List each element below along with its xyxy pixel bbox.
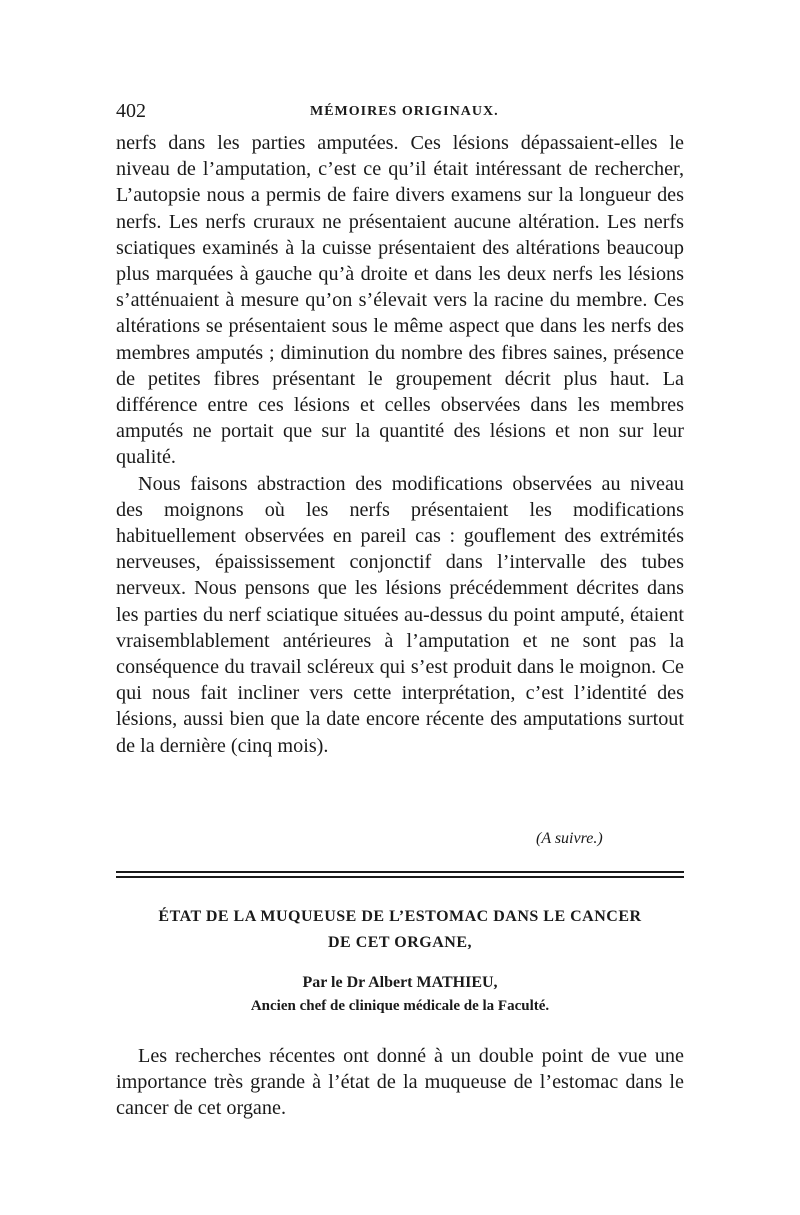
article-title-line-2: DE CET ORGANE, <box>327 934 473 951</box>
running-head <box>116 100 684 124</box>
author-byline: Par le Dr Albert MATHIEU, <box>302 974 498 991</box>
running-title: MÉMOIRES ORIGINAUX. <box>310 104 499 119</box>
section2-paragraph-1: Les recherches récentes ont donné à un double point de vue une importance très grande à l’état de la muqueuse de l’estomac dans le cancer de cet organe. <box>116 1045 684 1120</box>
section1-paragraph-2: Nous faisons abstraction des modifications observées au niveau des moignons où les nerfs présentaient les modifications habituellement observées en pareil cas : gouflement des extrémités nerveuses, épaississement conjonctif dans l’intervalle des tubes nerveux. Nous pensons que les lésions précédemment décrites dans les parties du nerf sciatique situées au-dessus du point amputé, étaient vraisemblablement antérieures à l’amputation et ne sont pas la conséquence du travail scléreux qui s’est produit dans le moignon. Ce qui nous fait incliner vers cette interprétation, c’est l’identité des lésions, aussi bien que la date encore récente des amputations surtout de la dernière (cinq mois). <box>116 472 684 757</box>
page-number: 402 <box>116 100 146 122</box>
section-divider-top <box>116 871 684 873</box>
section1-text <box>116 130 684 759</box>
section1-paragraph-1: nerfs dans les parties amputées. Ces lésions dépassaient-elles le niveau de l’amputation, c’est ce qu’il était intéressant de rechercher, L’autopsie nous a permis de faire divers examens sur la longueur des nerfs. Les nerfs cruraux ne présentaient aucune altération. Les nerfs sciatiques examinés à la cuisse présentaient des altérations beaucoup plus marquées à gauche qu’à droite et dans les deux nerfs les lésions s’atténuaient à mesure qu’on s’élevait vers la racine du membre. Ces altérations se présentaient sous le même aspect que dans les nerfs des membres amputés ; diminution du nombre des fibres saines, présence de petites fibres présentant le groupement décrit plus haut. La différence entre ces lésions et celles observées dans les membres amputés ne portait que sur la quantité des lésions et non sur leur qualité. <box>116 132 684 469</box>
author-affiliation: Ancien chef de clinique médicale de la Faculté. <box>250 998 550 1014</box>
section-divider-bottom <box>116 876 684 878</box>
article-title-line-1: ÉTAT DE LA MUQUEUSE DE L’ESTOMAC DANS LE CANCER <box>158 908 642 925</box>
article-title <box>116 904 684 956</box>
section2-text <box>116 1043 684 1122</box>
to-be-continued-note: (A suivre.) <box>536 830 603 847</box>
